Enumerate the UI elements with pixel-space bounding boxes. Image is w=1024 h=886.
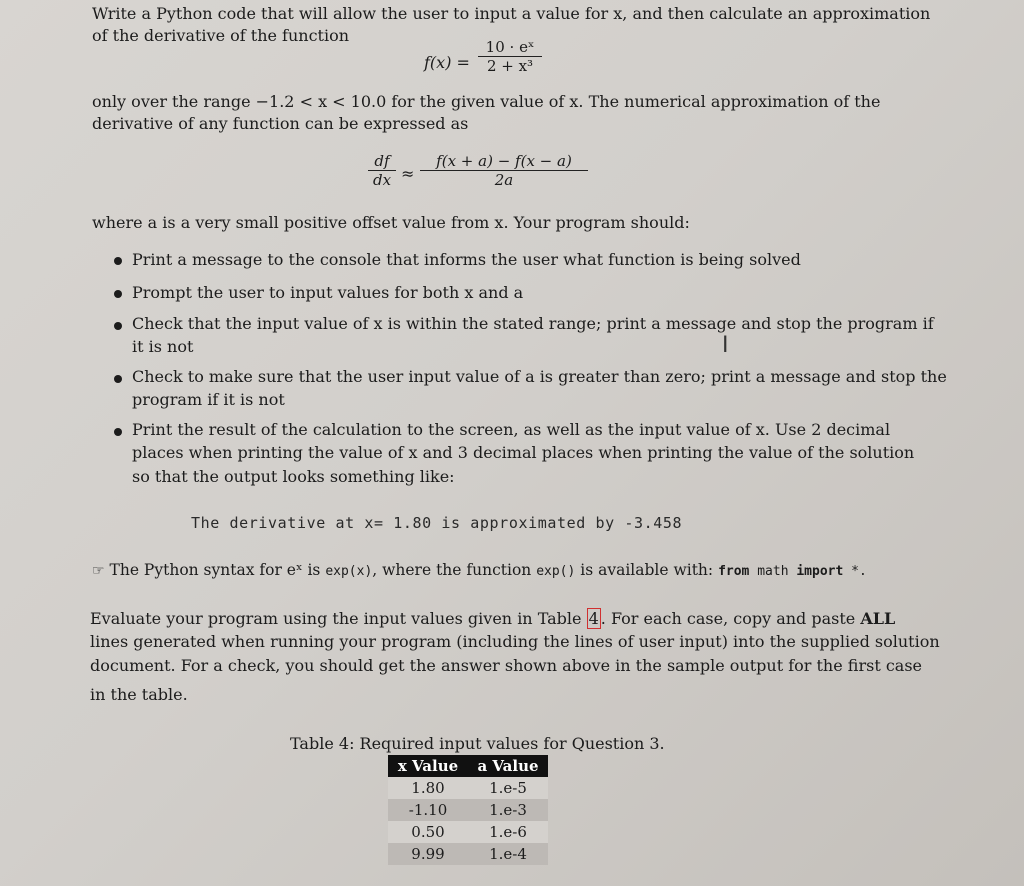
range-line-1: only over the range −1.2 < x < 10.0 for the given value of x. The numerical approximation of the: [92, 92, 881, 111]
table-caption: Table 4: Required input values for Question 3.: [290, 734, 665, 753]
derivative-lhs-num: df: [374, 152, 390, 170]
text-cursor-icon: I: [722, 333, 729, 358]
function-lhs: f(x) =: [424, 53, 470, 72]
hint-text-2: , where the function: [372, 561, 537, 579]
function-numerator: 10 · eˣ: [485, 38, 535, 56]
derivative-lhs: [368, 152, 396, 189]
evaluate-line-4: in the table.: [90, 685, 188, 704]
bullet-3-line-2: it is not: [132, 337, 194, 356]
table-row: [388, 843, 548, 865]
derivative-lhs-den: dx: [368, 170, 396, 189]
hint-line: [92, 559, 867, 583]
hint-code-import: import: [796, 564, 844, 579]
bullet-3-line-1: Check that the input value of x is within the stated range; print a message and stop the program if: [132, 314, 934, 333]
bullet-4-line-2: program if it is not: [132, 390, 285, 409]
intro-line-2: of the derivative of the function: [92, 26, 350, 45]
hint-text-3: is available with:: [575, 561, 719, 579]
x-value-cell: 9.99: [388, 843, 468, 865]
derivative-rhs: [420, 152, 588, 189]
hint-code-from: from: [718, 564, 750, 579]
evaluate-line-3: document. For a check, you should get the answer shown above in the sample output for the first case: [90, 656, 923, 675]
bullet-5-line-1: Print the result of the calculation to the screen, as well as the input value of x. Use 2 decimal: [132, 420, 891, 439]
hint-code-star: *.: [843, 564, 867, 579]
bullet-dot: [114, 375, 122, 383]
bullet-dot: [114, 290, 122, 298]
function-denominator: 2 + x³: [478, 56, 542, 75]
evaluate-line-1-a: Evaluate your program using the input values given in Table: [90, 609, 587, 628]
header-a-value: a Value: [468, 755, 548, 777]
where-text: where a is a very small positive offset value from x. Your program should:: [92, 213, 690, 232]
a-value-cell: 1.e-4: [468, 843, 548, 865]
bullet-2-line-1: Prompt the user to input values for both x and a: [132, 283, 524, 302]
bullet-dot: [114, 322, 122, 330]
a-value-cell: 1.e-6: [468, 821, 548, 843]
bullet-5-line-3: so that the output looks something like:: [132, 467, 455, 486]
x-value-cell: 1.80: [388, 777, 468, 799]
table-row: [388, 799, 548, 821]
bullet-4-line-1: Check to make sure that the user input value of a is greater than zero; print a message and stop the: [132, 367, 947, 386]
hint-text-1: The Python syntax for eˣ is: [109, 561, 326, 579]
evaluate-line-1-b: . For each case, copy and paste: [600, 609, 861, 628]
pointing-hand-icon: ☞: [92, 563, 105, 579]
table-header-row: [388, 755, 548, 777]
a-value-cell: 1.e-5: [468, 777, 548, 799]
range-line-2: derivative of any function can be expressed as: [92, 114, 469, 133]
sample-output: The derivative at x= 1.80 is approximated by -3.458: [191, 514, 683, 532]
hint-code-exp: exp(): [536, 564, 576, 579]
table-reference-link[interactable]: 4: [588, 609, 599, 628]
a-value-cell: 1.e-3: [468, 799, 548, 821]
required-input-table: [388, 755, 548, 865]
evaluate-line-1: [90, 608, 895, 630]
derivative-rhs-den: 2a: [420, 170, 588, 189]
derivative-rhs-num: f(x + a) − f(x − a): [436, 152, 572, 170]
table-row: [388, 821, 548, 843]
header-x-value: x Value: [388, 755, 468, 777]
hint-code-exp-x: exp(x): [325, 564, 373, 579]
x-value-cell: 0.50: [388, 821, 468, 843]
table-row: [388, 777, 548, 799]
derivative-approx: ≈: [401, 164, 415, 183]
evaluate-all-bold: ALL: [860, 609, 896, 628]
intro-line-1: Write a Python code that will allow the user to input a value for x, and then calculate an approximation: [92, 4, 931, 23]
bullet-dot: [114, 428, 122, 436]
function-fraction: [478, 38, 542, 75]
bullet-dot: [114, 257, 122, 265]
bullet-1-line-1: Print a message to the console that informs the user what function is being solved: [132, 250, 801, 269]
evaluate-line-2: lines generated when running your program (including the lines of user input) into the supplied solution: [90, 632, 940, 651]
bullet-5-line-2: places when printing the value of x and 3 decimal places when printing the value of the solution: [132, 443, 915, 462]
x-value-cell: -1.10: [388, 799, 468, 821]
hint-code-math: math: [749, 564, 797, 579]
